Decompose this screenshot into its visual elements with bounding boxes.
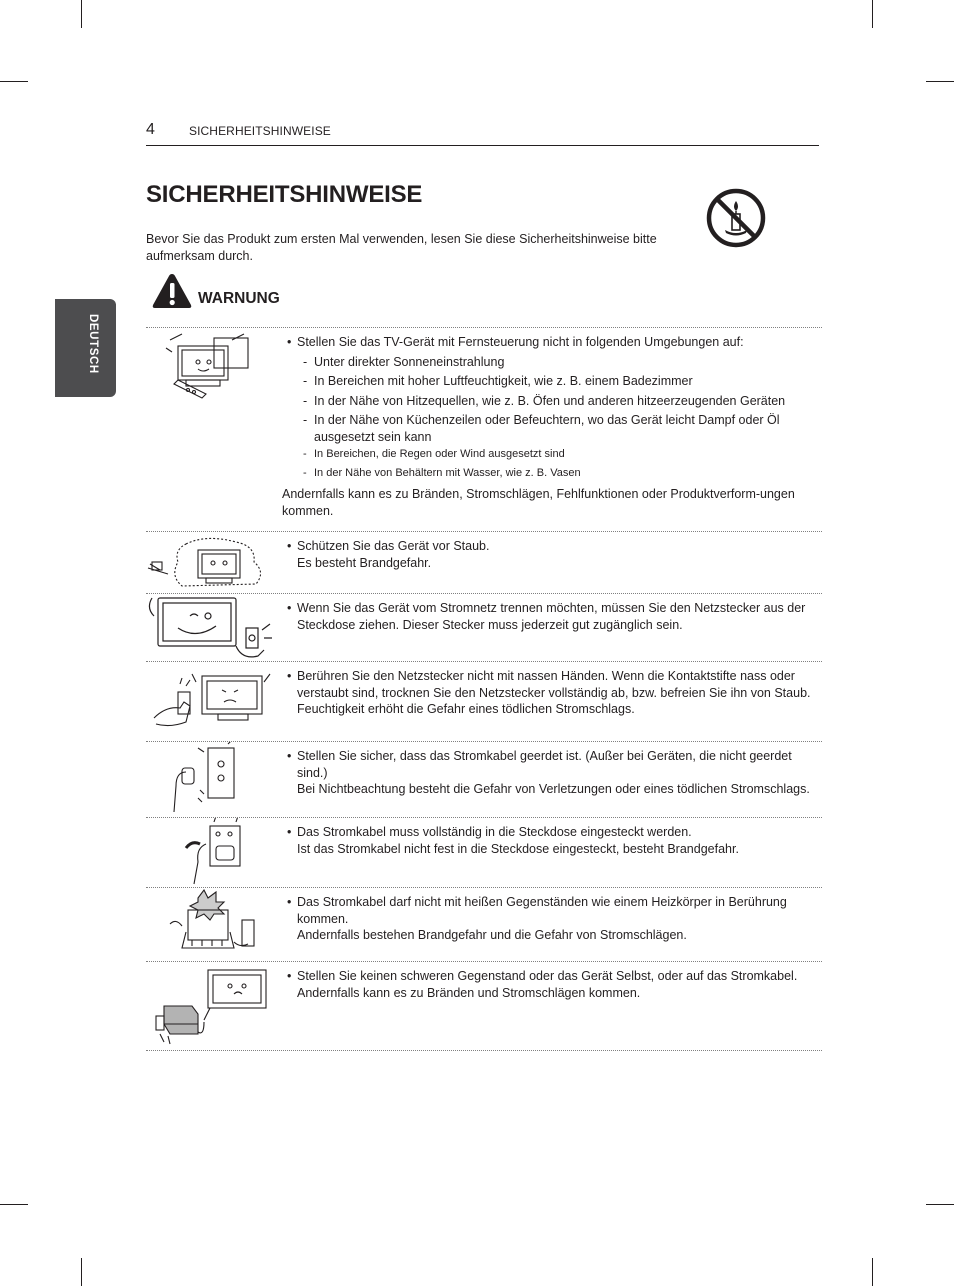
- safety-text-extra: Es besteht Brandgefahr.: [297, 555, 432, 570]
- page-header: [146, 121, 819, 146]
- crop-mark: [81, 1258, 82, 1286]
- safety-text-main: • Das Stromkabel muss vollständig in die Steckdose eingesteckt werden.: [297, 825, 692, 839]
- safety-text-extra: Feuchtigkeit erhöht die Gefahr eines tödlichen Stromschlags.: [297, 702, 635, 716]
- safety-text: [282, 968, 822, 1001]
- grounded-cable-illustration: [146, 742, 276, 818]
- safety-text-main: • Das Stromkabel darf nicht mit heißen Gegenständen wie einem Heizkörper in Berührung kommen.: [297, 895, 787, 926]
- safety-row: [146, 887, 822, 962]
- safety-text-main: • Stellen Sie sicher, dass das Stromkabel geerdet ist. (Außer bei Geräten, die nicht geerdet sind.): [297, 749, 792, 780]
- crop-mark: [0, 81, 28, 82]
- unplug-illustration: [146, 594, 276, 662]
- crop-mark: [0, 1204, 28, 1205]
- safety-row: [146, 327, 822, 532]
- safety-text: [282, 538, 822, 571]
- sub-item: - In der Nähe von Hitzequellen, wie z. B. Öfen und anderen hitzeerzeugenden Geräten: [282, 393, 822, 410]
- safety-text-extra: Bei Nichtbeachtung besteht die Gefahr von Verletzungen oder eines tödlichen Stromschlags.: [297, 782, 810, 796]
- crop-mark: [926, 1204, 954, 1205]
- dust-illustration: [146, 532, 276, 594]
- safety-text: [282, 748, 822, 798]
- safety-text: [282, 894, 822, 944]
- page-number: 4: [146, 121, 155, 138]
- page-title: SICHERHEITSHINWEISE: [146, 181, 423, 208]
- sub-item: - In Bereichen mit hoher Luftfeuchtigkeit, wie z. B. einem Badezimmer: [282, 373, 822, 390]
- safety-text-main: • Stellen Sie keinen schweren Gegenstand oder das Gerät Selbst, oder auf das Stromkabel.: [297, 969, 798, 983]
- language-tab-label: DEUTSCH: [87, 314, 99, 374]
- safety-text-extra: Andernfalls kann es zu Bränden und Stromschlägen kommen.: [297, 985, 641, 1000]
- tv-environment-illustration: [146, 328, 276, 408]
- safety-text-main: • Schützen Sie das Gerät vor Staub.: [297, 539, 490, 553]
- heat-source-illustration: [146, 888, 276, 962]
- safety-row: [146, 661, 822, 742]
- crop-mark: [872, 1258, 873, 1286]
- language-tab: [55, 299, 116, 397]
- safety-text-extra: Andernfalls bestehen Brandgefahr und die Gefahr von Stromschlägen.: [297, 928, 687, 942]
- safety-text: • Stellen Sie das TV-Gerät mit Fernsteuerung nicht in folgenden Umgebungen auf:: [282, 334, 822, 351]
- safety-row: [146, 817, 822, 888]
- plug-insert-illustration: [146, 818, 276, 888]
- crop-mark: [872, 0, 873, 28]
- heavy-object-illustration: [146, 962, 276, 1050]
- safety-row: [146, 593, 822, 662]
- safety-text: [282, 668, 822, 718]
- running-title: SICHERHEITSHINWEISE: [189, 124, 331, 138]
- sub-item: - In der Nähe von Behältern mit Wasser, wie z. B. Vasen: [282, 464, 822, 483]
- warning-triangle-icon: [151, 272, 193, 310]
- safety-row: [146, 531, 822, 594]
- crop-mark: [81, 0, 82, 28]
- safety-text: • Wenn Sie das Gerät vom Stromnetz trennen möchten, müssen Sie den Netzstecker aus der Steckdose ziehen. Dieser Stecker muss jederzeit gut zugänglich sein.: [282, 600, 822, 633]
- crop-mark: [926, 81, 954, 82]
- wet-hands-illustration: [146, 662, 276, 742]
- warning-label: WARNUNG: [198, 290, 280, 307]
- safety-text-main: • Berühren Sie den Netzstecker nicht mit nassen Händen. Wenn die Kontaktstifte nass oder verstaubt sind, trocknen Sie den Netzstecker vollständig ab, bzw. befreien Sie ihn von Staub.: [297, 669, 811, 700]
- safety-row: [146, 961, 822, 1051]
- intro-text: Bevor Sie das Produkt zum ersten Mal verwenden, lesen Sie diese Sicherheitshinweise bitte aufmerksam durch.: [146, 232, 657, 263]
- sub-item: - In Bereichen, die Regen oder Wind ausgesetzt sind: [282, 445, 822, 464]
- sub-item: - Unter direkter Sonneneinstrahlung: [282, 354, 822, 371]
- safety-text: [282, 824, 822, 857]
- no-open-flame-icon: [706, 188, 766, 248]
- sub-item: - In der Nähe von Küchenzeilen oder Befeuchtern, wo das Gerät leicht Dampf oder Öl ausgesetzt sein kann: [282, 412, 822, 445]
- consequence-text: Andernfalls kann es zu Bränden, Stromschlägen, Fehlfunktionen oder Produktverform-ungen kommen.: [282, 487, 795, 518]
- safety-text-extra: Ist das Stromkabel nicht fest in die Steckdose eingesteckt, besteht Brandgefahr.: [297, 841, 739, 856]
- safety-row: [146, 741, 822, 818]
